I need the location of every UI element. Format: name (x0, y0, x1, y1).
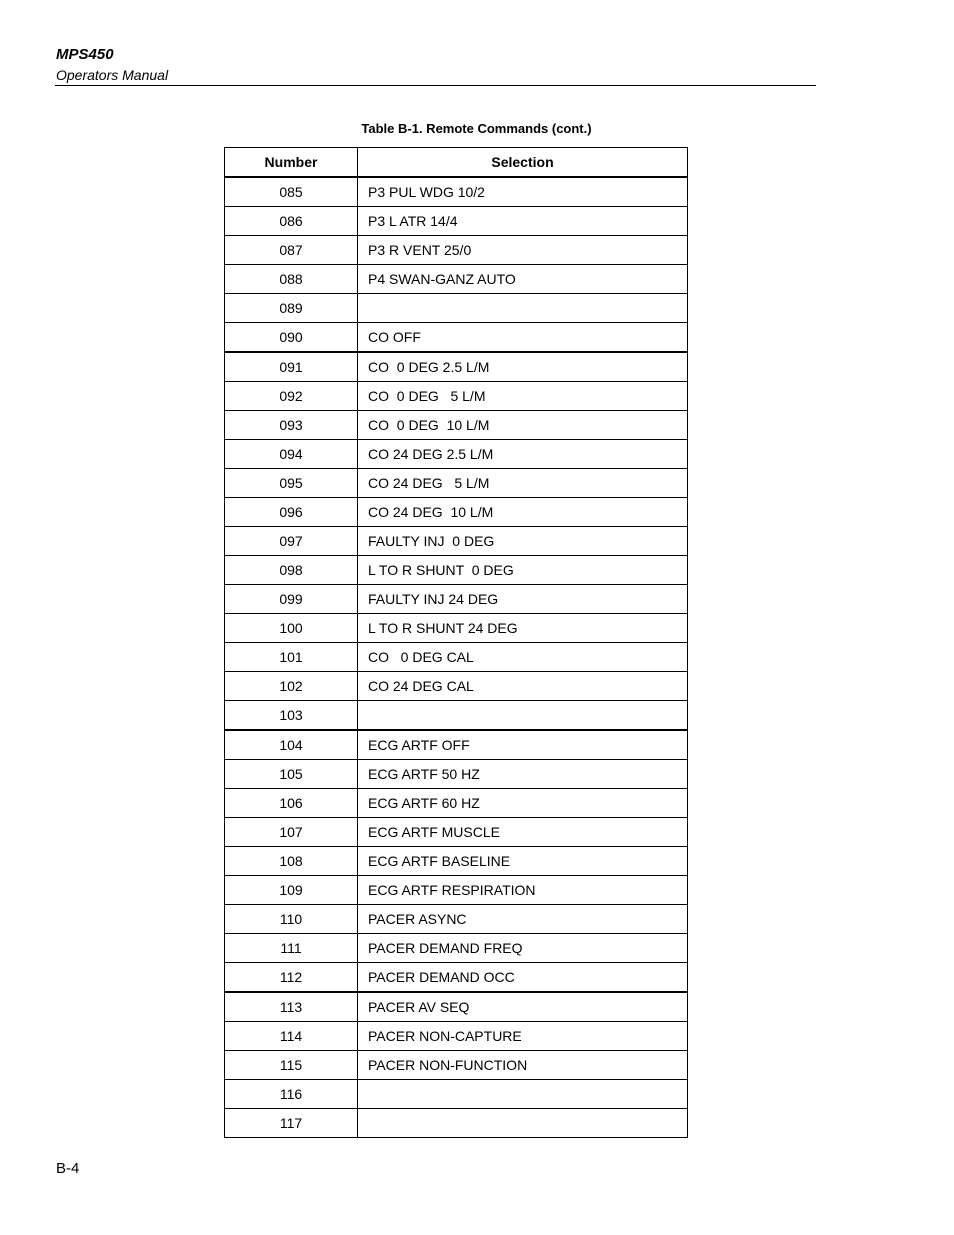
command-selection-cell: L TO R SHUNT 0 DEG (358, 556, 688, 585)
command-selection-cell: CO 0 DEG 5 L/M (358, 382, 688, 411)
command-selection-cell: P3 PUL WDG 10/2 (358, 177, 688, 207)
table-row (225, 1022, 688, 1051)
table-row (225, 1080, 688, 1109)
command-selection-cell: CO 0 DEG CAL (358, 643, 688, 672)
table-row (225, 643, 688, 672)
command-number-cell: 111 (225, 934, 358, 963)
command-number-cell: 094 (225, 440, 358, 469)
table-row (225, 672, 688, 701)
command-number-cell: 104 (225, 730, 358, 760)
command-number-cell: 099 (225, 585, 358, 614)
command-selection-cell (358, 701, 688, 731)
command-number-cell: 112 (225, 963, 358, 993)
command-number-cell: 102 (225, 672, 358, 701)
table-row (225, 789, 688, 818)
command-selection-cell: PACER AV SEQ (358, 992, 688, 1022)
command-number-cell: 092 (225, 382, 358, 411)
command-selection-cell: CO 24 DEG 10 L/M (358, 498, 688, 527)
table-row (225, 411, 688, 440)
table-row (225, 527, 688, 556)
manual-subtitle: Operators Manual (56, 67, 169, 83)
command-number-cell: 100 (225, 614, 358, 643)
command-number-cell: 088 (225, 265, 358, 294)
table-row (225, 352, 688, 382)
table-caption: Table B-1. Remote Commands (cont.) (361, 121, 592, 136)
command-number-cell: 117 (225, 1109, 358, 1138)
command-selection-cell: PACER ASYNC (358, 905, 688, 934)
table-row (225, 498, 688, 527)
table-row (225, 236, 688, 265)
command-selection-cell: FAULTY INJ 0 DEG (358, 527, 688, 556)
command-number-cell: 108 (225, 847, 358, 876)
command-selection-cell: CO 24 DEG 5 L/M (358, 469, 688, 498)
command-selection-cell: ECG ARTF 60 HZ (358, 789, 688, 818)
table-row (225, 265, 688, 294)
command-selection-cell: CO OFF (358, 323, 688, 353)
command-selection-cell: L TO R SHUNT 24 DEG (358, 614, 688, 643)
command-number-cell: 090 (225, 323, 358, 353)
table-row (225, 556, 688, 585)
command-selection-cell: PACER NON-FUNCTION (358, 1051, 688, 1080)
command-number-cell: 109 (225, 876, 358, 905)
command-number-cell: 113 (225, 992, 358, 1022)
command-number-cell: 103 (225, 701, 358, 731)
page-number: B-4 (56, 1160, 80, 1177)
command-selection-cell: CO 0 DEG 2.5 L/M (358, 352, 688, 382)
command-selection-cell: PACER DEMAND OCC (358, 963, 688, 993)
command-selection-cell: ECG ARTF 50 HZ (358, 760, 688, 789)
command-number-cell: 086 (225, 207, 358, 236)
command-number-cell: 091 (225, 352, 358, 382)
command-number-cell: 097 (225, 527, 358, 556)
table-row (225, 701, 688, 731)
command-number-cell: 085 (225, 177, 358, 207)
command-selection-cell: P4 SWAN-GANZ AUTO (358, 265, 688, 294)
table-row (225, 1051, 688, 1080)
table-row (225, 1109, 688, 1138)
command-number-cell: 107 (225, 818, 358, 847)
table-row (225, 614, 688, 643)
table-row (225, 876, 688, 905)
command-selection-cell: PACER NON-CAPTURE (358, 1022, 688, 1051)
command-number-cell: 098 (225, 556, 358, 585)
command-selection-cell (358, 1109, 688, 1138)
column-header-selection: Selection (358, 148, 688, 178)
table-row (225, 730, 688, 760)
table-row (225, 382, 688, 411)
command-number-cell: 096 (225, 498, 358, 527)
table-row (225, 992, 688, 1022)
command-selection-cell: ECG ARTF OFF (358, 730, 688, 760)
column-header-number: Number (225, 148, 358, 178)
command-number-cell: 114 (225, 1022, 358, 1051)
command-number-cell: 115 (225, 1051, 358, 1080)
table-row (225, 963, 688, 993)
command-selection-cell: CO 24 DEG 2.5 L/M (358, 440, 688, 469)
command-selection-cell (358, 1080, 688, 1109)
command-selection-cell: CO 24 DEG CAL (358, 672, 688, 701)
table-row (225, 847, 688, 876)
command-selection-cell: P3 L ATR 14/4 (358, 207, 688, 236)
command-number-cell: 089 (225, 294, 358, 323)
command-number-cell: 106 (225, 789, 358, 818)
command-selection-cell (358, 294, 688, 323)
manual-title: MPS450 (56, 46, 114, 63)
command-selection-cell: ECG ARTF MUSCLE (358, 818, 688, 847)
table-row (225, 294, 688, 323)
command-selection-cell: ECG ARTF RESPIRATION (358, 876, 688, 905)
table-row (225, 469, 688, 498)
table-row (225, 760, 688, 789)
table-body (225, 177, 688, 1138)
command-number-cell: 095 (225, 469, 358, 498)
command-selection-cell: CO 0 DEG 10 L/M (358, 411, 688, 440)
command-selection-cell: ECG ARTF BASELINE (358, 847, 688, 876)
command-number-cell: 116 (225, 1080, 358, 1109)
command-selection-cell: FAULTY INJ 24 DEG (358, 585, 688, 614)
command-selection-cell: PACER DEMAND FREQ (358, 934, 688, 963)
table-row (225, 207, 688, 236)
command-number-cell: 105 (225, 760, 358, 789)
table-row (225, 177, 688, 207)
table-row (225, 905, 688, 934)
table-row (225, 323, 688, 353)
table-row (225, 440, 688, 469)
table-row (225, 934, 688, 963)
command-number-cell: 110 (225, 905, 358, 934)
remote-commands-table (224, 147, 688, 1138)
command-selection-cell: P3 R VENT 25/0 (358, 236, 688, 265)
command-number-cell: 093 (225, 411, 358, 440)
command-number-cell: 087 (225, 236, 358, 265)
table-row (225, 585, 688, 614)
table-header-row (225, 148, 688, 178)
table-row (225, 818, 688, 847)
command-number-cell: 101 (225, 643, 358, 672)
header-divider (55, 85, 816, 86)
